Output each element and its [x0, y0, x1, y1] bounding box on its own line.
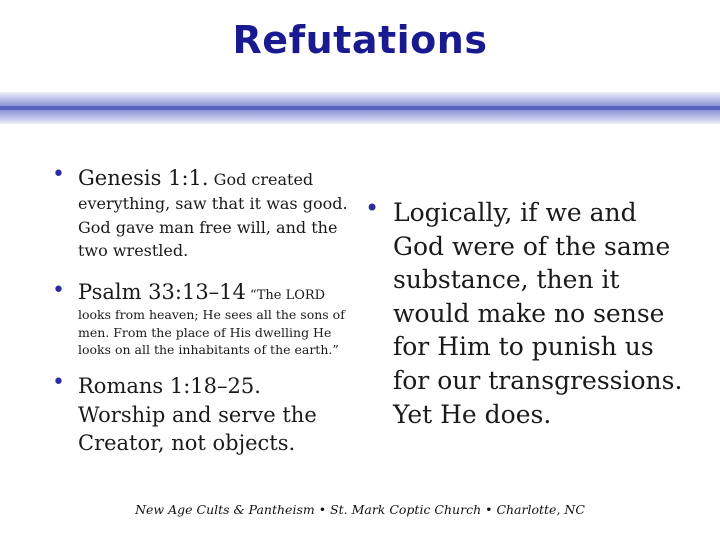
bullet-psalm-lead: Psalm 33:13–14: [78, 280, 246, 304]
slide-title: Refutations: [232, 18, 488, 62]
bullet-marker: •: [52, 162, 65, 187]
slide-footer: New Age Cults & Pantheism • St. Mark Coptic Church • Charlotte, NC: [135, 502, 585, 517]
bullet-genesis-lead: Genesis 1:1.: [78, 166, 209, 190]
bullet-marker: •: [52, 278, 65, 303]
bullet-psalm-first-line: [78, 280, 325, 304]
bullet-psalm-lead-tail: “The LORD: [245, 288, 326, 303]
bullet-romans-text: Romans 1:18–25. Worship and serve the Creator, not objects.: [78, 374, 317, 455]
bullet-marker: •: [52, 370, 65, 395]
bullet-marker: •: [365, 194, 380, 222]
bullet-logically-text: Logically, if we and God were of the same substance, then it would make no sense for Him to punish us for our transgressions. Yet He does.: [393, 198, 683, 429]
bullet-genesis-body: everything, saw that it was good. God gave man free will, and the two wrestled.: [78, 194, 348, 260]
bullet-psalm-body: looks from heaven; He sees all the sons of men. From the place of His dwelling He looks on all the inhabitants of the earth.”: [78, 307, 345, 357]
bullet-genesis-first-line: [78, 166, 313, 190]
bullet-genesis-lead-tail: God created: [208, 170, 314, 189]
title-divider-line: [0, 106, 720, 110]
